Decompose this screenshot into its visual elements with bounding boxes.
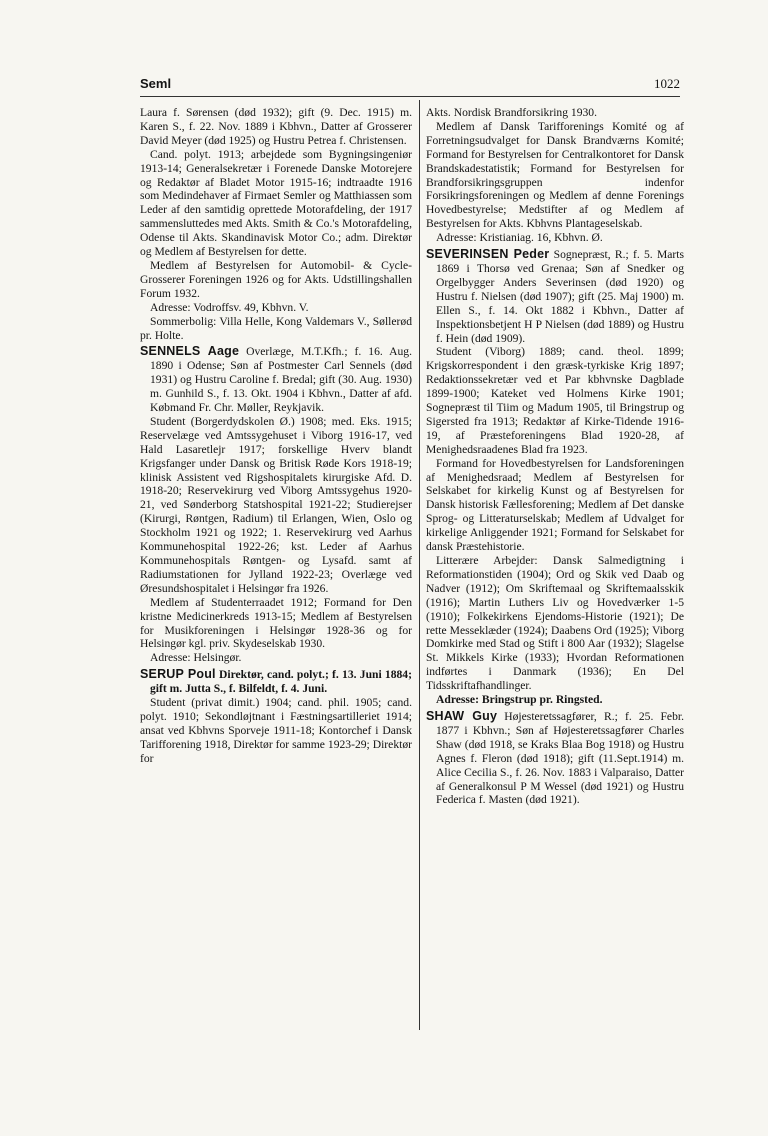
entry-severinsen (426, 248, 684, 345)
page-header (140, 76, 680, 96)
continued-paragraph: Akts. Nordisk Brandforsikring 1930. (426, 106, 597, 119)
page-number: 1022 (654, 76, 680, 91)
entry-head-text: Direktør, cand. polyt.; f. 13. Juni 1884; gift m. Jutta S., f. Bilfeldt, f. 4. Juni. (150, 668, 412, 696)
address-line: Adresse: Vodroffsv. 49, Kbhvn. V. (150, 300, 309, 314)
running-head: Seml (140, 76, 172, 91)
membership-paragraph: Formand for Hovedbestyrelsen for Landsforeningen af Menighedsraad; Medlem af Bestyrelsen for Selskabet for kirkelig Kunst og af Bestyrelsen for Dansk historisk Fællesforening; Medlem af Det danske Sprog- og Litteraturselskab; Medlem af Udvalget for kirkelige Anliggender 1921; Formand for Selskabet for dansk Præstehistorie. (426, 456, 684, 554)
right-column (426, 106, 684, 807)
header-rule (140, 96, 680, 97)
entry-name: SENNELS Aage (140, 344, 240, 359)
works-paragraph: Litterære Arbejder: Dansk Salmedigtning i Reformationstiden (1904); Ord og Skik ved Daab og Nadver (1912); Om Skriftemaal og Skriftemaalsskik (1916); Martin Luthers Liv og Hovedværker 1-5 (1910); Folkekirkens Ejendoms-Historie (1921); De rette Messeklæder (1924); Daabens Ord (1925); Viborg Domkirke med Stad og Stift i 800 Aar (1932); Slagelse St. Mikkels Kirke (1933); Hvordan Reformationen indførtes i Danmark (1936); En Del Tidsskriftafhandlinger. (426, 554, 684, 693)
continued-paragraph: Laura f. Sørensen (død 1932); gift (9. Dec. 1915) m. Karen S., f. 22. Nov. 1889 i Kbhvn., Datter af Grosserer David Meyer (død 1925) og Hustru Petrea f. Christensen. (140, 106, 412, 147)
summer-residence-line: Sommerbolig: Villa Helle, Kong Valdemars V., Søllerød pr. Holte. (140, 314, 412, 342)
address-line: Adresse: Bringstrup pr. Ringsted. (436, 693, 603, 707)
career-paragraph: Student (privat dimit.) 1904; cand. phil. 1905; cand. polyt. 1910; Sekondløjtnant i Fæstningsartilleriet 1914; ansat ved Kbhvns Sporveje 1911-18; Kontorchef i Dansk Tarifforening 1918, Direktør for samme 1923-29; Direktør for (140, 696, 412, 765)
entry-name: SEVERINSEN Peder (426, 247, 550, 262)
membership-paragraph: Medlem af Dansk Tarifforenings Komité og af Forretningsudvalget for Dansk Brandværns Komité; Formand for Bestyrelsen for Centralkontoret for Dansk Brandskadestatistik; Formand for Bestyrelsen for Brandforsikringsgruppen indenfor Forsikringsforeningen og Medlem af denne Forenings Hovedbestyrelse; Medstifter af og Medlem af Bestyrelsen for Akts. Kbhvns Plantageselskab. (426, 119, 684, 231)
left-column (140, 106, 412, 766)
column-divider (419, 100, 420, 1030)
entry-head-text: Sognepræst, R.; f. 5. Marts 1869 i Thorsø ved Grenaa; Søn af Snedker og Orgelbygger Anders Severinsen (død 1920) og Hustru f. Nielsen (død 1907); gift (25. Maj 1900) m. Ellen S., f. 14. Okt 1882 i Kbhvn., Datter af Inspektionsbetjent H P Nielsen (død 1889) og Hustru f. Hein (død 1909). (436, 248, 684, 345)
entry-head-text: Højesteretssagfører, R.; f. 25. Febr. 1877 i Kbhvn.; Søn af Højesteretssagfører Charles Shaw (død 1918, se Kraks Blaa Bog 1918) og Hustru Agnes f. Fleron (død 1918); gift (11.Sept.1914) m. Alice Cecilia S., f. 26. Nov. 1883 i Valparaiso, Datter af Generalkonsul P M Wessel (død 1921) og Hustru Federica f. Masten (død 1921). (436, 709, 684, 807)
career-paragraph: Student (Viborg) 1889; cand. theol. 1899; Krigskorrespondent i den græsk-tyrkiske Krig 1897; Redaktionssekretær ved et Par kbhvnske Dagblade 1899-1900; Kateket ved Holmens Kirke 1901; Sognepræst til Tiim og Madum 1905, til Bringstrup og Sigersted fra 1913; Redaktør af Kirke-Tidende 1916-19, af Præsteforeningens Blad 1920-28, af Menighedsraadenes Blad fra 1923. (426, 345, 684, 456)
address-line: Adresse: Kristianiag. 16, Kbhvn. Ø. (436, 231, 603, 245)
entry-shaw (426, 710, 684, 807)
address-line: Adresse: Helsingør. (150, 651, 242, 665)
career-paragraph: Student (Borgerdydskolen Ø.) 1908; med. Eks. 1915; Reservelæge ved Amtssygehuset i Viborg 1916-17, ved Hald Lasaretlejr 1917; forskellige Hverv blandt Krigsfanger under Dansk og Britisk Røde Kors 1918-19; klinisk Assistent ved Rigshospitalets kirurgiske Afd. D. 1918-20; Reservekirurg ved Viborg Amtssygehus 1920-21, ved Sønderborg Statshospital 1921-22; Studierejser (Kirurgi, Røntgen, Radium) til Erlangen, Wien, Oslo og Stockholm 1921 og 1922; 1. Reservekirurg ved Aarhus Kommunehospital 1922-26; kst. Leder af Aarhus Kommunehospitals Røntgen- og Lysafd. samt af Radiumstationen for Jylland 1922-23; Overlæge ved Øresundshospitalet i Helsingør fra 1926. (140, 414, 412, 595)
entry-head-text: Overlæge, M.T.Kfh.; f. 16. Aug. 1890 i Odense; Søn af Postmester Carl Sennels (død 1931) og Hustru Caroline f. Bredal; gift (30. Aug. 1930) m. Gunhild S., f. 13. Okt. 1904 i Kbhvn., Datter af afd. Købmand Fr. Chr. Møller, Reykjavik. (150, 345, 412, 415)
entry-name: SERUP Poul (140, 667, 216, 682)
membership-paragraph: Medlem af Bestyrelsen for Automobil- & Cycle-Grosserer Foreningen 1926 og for Akts. Udstillingshallen Forum 1932. (140, 258, 412, 300)
entry-name: SHAW Guy (426, 708, 498, 723)
entry-sennels (140, 345, 412, 415)
entry-serup (140, 668, 412, 696)
career-paragraph: Cand. polyt. 1913; arbejdede som Bygningsingeniør 1913-14; Generalsekretær i Forenede Danske Motorejere og Redaktør af Bladet Motor 1915-16; indtraadte 1916 som Medindehaver af Firmaet Semler og Matthiassen som Leder af den samtidig oprettede Motorafdeling, der 1917 sammensluttedes med Akts. Smith & Co.'s Motorafdeling, Odense til Akts. Skandinavisk Motor Co.; adm. Direktør og Medlem af Bestyrelsen for dette. (140, 147, 412, 259)
membership-paragraph: Medlem af Studenterraadet 1912; Formand for Den kristne Medicinerkreds 1913-15; Medlem af Bestyrelsen for Musikforeningen i Helsingør 1928-36 og for Helsingør kgl. priv. Skydeselskab 1930. (140, 595, 412, 651)
